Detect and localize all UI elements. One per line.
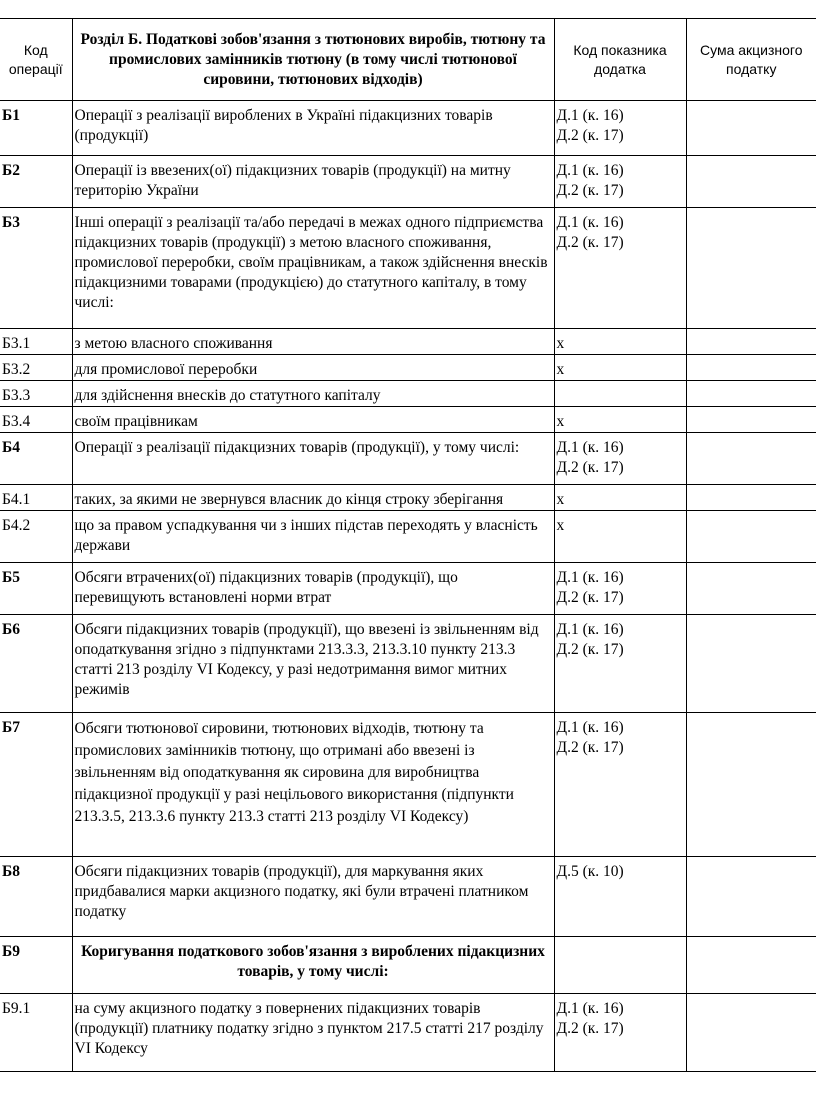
- row-code: Б3.3: [0, 381, 72, 407]
- row-indicator: х: [554, 355, 686, 381]
- row-indicator: Д.5 (к. 10): [554, 857, 686, 937]
- header-amount: Сума акцизного податку: [686, 19, 816, 101]
- row-amount-cell[interactable]: [686, 407, 816, 433]
- row-description: що за правом успадкування чи з інших підстав переходять у власність держави: [72, 511, 554, 563]
- row-code: Б3.4: [0, 407, 72, 433]
- row-amount-cell[interactable]: [686, 857, 816, 937]
- row-description: Операції з реалізації вироблених в Україні підакцизних товарів (продукції): [72, 101, 554, 156]
- row-description: для здійснення внесків до статутного капіталу: [72, 381, 554, 407]
- row-amount-cell[interactable]: [686, 355, 816, 381]
- row-amount-cell[interactable]: [686, 511, 816, 563]
- table-row: [0, 433, 816, 485]
- table-row: [0, 329, 816, 355]
- row-code: Б4.2: [0, 511, 72, 563]
- row-indicator: Д.1 (к. 16) Д.2 (к. 17): [554, 433, 686, 485]
- row-description: своїм працівникам: [72, 407, 554, 433]
- table-row: [0, 407, 816, 433]
- row-indicator: Д.1 (к. 16) Д.2 (к. 17): [554, 713, 686, 857]
- row-indicator: [554, 937, 686, 994]
- row-amount-cell[interactable]: [686, 563, 816, 615]
- row-indicator: х: [554, 485, 686, 511]
- row-description: Обсяги тютюнової сировини, тютюнових відходів, тютюну та промислових замінників тютюну, що отримані або ввезені із звільненням від оподаткування як сировина для виробництва підакцизної продукції у разі нецільового використання (підпункти 213.3.5, 213.3.6 пункту 213.3 статті 213 розділу VI Кодексу): [72, 713, 554, 857]
- row-description: Обсяги втрачених(ої) підакцизних товарів (продукції), що перевищують встановлені норми втрат: [72, 563, 554, 615]
- table-row: [0, 713, 816, 857]
- row-code: Б4.1: [0, 485, 72, 511]
- row-indicator: Д.1 (к. 16) Д.2 (к. 17): [554, 156, 686, 208]
- row-code: Б4: [0, 433, 72, 485]
- row-indicator: Д.1 (к. 16) Д.2 (к. 17): [554, 208, 686, 329]
- row-description: таких, за якими не звернувся власник до кінця строку зберігання: [72, 485, 554, 511]
- row-code: Б1: [0, 101, 72, 156]
- row-amount-cell[interactable]: [686, 329, 816, 355]
- table-row: [0, 615, 816, 713]
- row-amount-cell[interactable]: [686, 381, 816, 407]
- row-description: Обсяги підакцизних товарів (продукції), для маркування яких придбавалися марки акцизного податку, які були втрачені платником податку: [72, 857, 554, 937]
- row-description: Коригування податкового зобов'язання з вироблених підакцизних товарів, у тому числі:: [72, 937, 554, 994]
- row-code: Б2: [0, 156, 72, 208]
- table-header-row: [0, 19, 816, 101]
- row-description: Операції із ввезених(ої) підакцизних товарів (продукції) на митну територію України: [72, 156, 554, 208]
- row-indicator: х: [554, 511, 686, 563]
- header-indicator: Код показника додатка: [554, 19, 686, 101]
- declaration-page: [0, 18, 816, 1072]
- row-code: Б9: [0, 937, 72, 994]
- row-description: Інші операції з реалізації та/або передачі в межах одного підприємства підакцизних товарів (продукції) з метою власного споживання, промислової переробки, своїм працівникам, а також здійснення внесків підакцизними товарами (продукцією) до статутного капіталу, в тому числі:: [72, 208, 554, 329]
- table-row: [0, 857, 816, 937]
- row-code: Б8: [0, 857, 72, 937]
- row-indicator: Д.1 (к. 16) Д.2 (к. 17): [554, 615, 686, 713]
- row-amount-cell[interactable]: [686, 713, 816, 857]
- row-amount-cell[interactable]: [686, 101, 816, 156]
- table-row: [0, 208, 816, 329]
- row-amount-cell[interactable]: [686, 485, 816, 511]
- row-amount-cell[interactable]: [686, 937, 816, 994]
- row-code: Б6: [0, 615, 72, 713]
- table-row: [0, 485, 816, 511]
- table-row: [0, 563, 816, 615]
- row-indicator: Д.1 (к. 16) Д.2 (к. 17): [554, 994, 686, 1072]
- row-code: Б9.1: [0, 994, 72, 1072]
- table-row: [0, 156, 816, 208]
- row-code: Б3.1: [0, 329, 72, 355]
- table-row: [0, 355, 816, 381]
- row-amount-cell[interactable]: [686, 615, 816, 713]
- table-row: [0, 937, 816, 994]
- row-indicator: х: [554, 407, 686, 433]
- row-code: Б3.2: [0, 355, 72, 381]
- row-description: з метою власного споживання: [72, 329, 554, 355]
- row-code: Б7: [0, 713, 72, 857]
- row-description: Операції з реалізації підакцизних товарів (продукції), у тому числі:: [72, 433, 554, 485]
- header-section-title: Розділ Б. Податкові зобов'язання з тютюнових виробів, тютюну та промислових замінників тютюну (в тому числі тютюнової сировини, тютюнових відходів): [72, 19, 554, 101]
- row-description: Обсяги підакцизних товарів (продукції), що ввезені із звільненням від оподаткування згідно з підпунктами 213.3.3, 213.3.10 пункту 213.3 статті 213 розділу VI Кодексу, у разі недотримання вимог митних режимів: [72, 615, 554, 713]
- row-code: Б5: [0, 563, 72, 615]
- row-indicator: Д.1 (к. 16) Д.2 (к. 17): [554, 101, 686, 156]
- row-description: на суму акцизного податку з повернених підакцизних товарів (продукції) платнику податку згідно з пунктом 217.5 статті 217 розділу VI Кодексу: [72, 994, 554, 1072]
- row-amount-cell[interactable]: [686, 994, 816, 1072]
- row-amount-cell[interactable]: [686, 433, 816, 485]
- header-code: Код операції: [0, 19, 72, 101]
- table-row: [0, 511, 816, 563]
- row-indicator: х: [554, 329, 686, 355]
- table-row: [0, 101, 816, 156]
- table-row: [0, 381, 816, 407]
- row-amount-cell[interactable]: [686, 208, 816, 329]
- row-indicator: [554, 381, 686, 407]
- row-description: для промислової переробки: [72, 355, 554, 381]
- row-code: Б3: [0, 208, 72, 329]
- row-indicator: Д.1 (к. 16) Д.2 (к. 17): [554, 563, 686, 615]
- row-amount-cell[interactable]: [686, 156, 816, 208]
- excise-tax-table: [0, 18, 816, 1072]
- table-row: [0, 994, 816, 1072]
